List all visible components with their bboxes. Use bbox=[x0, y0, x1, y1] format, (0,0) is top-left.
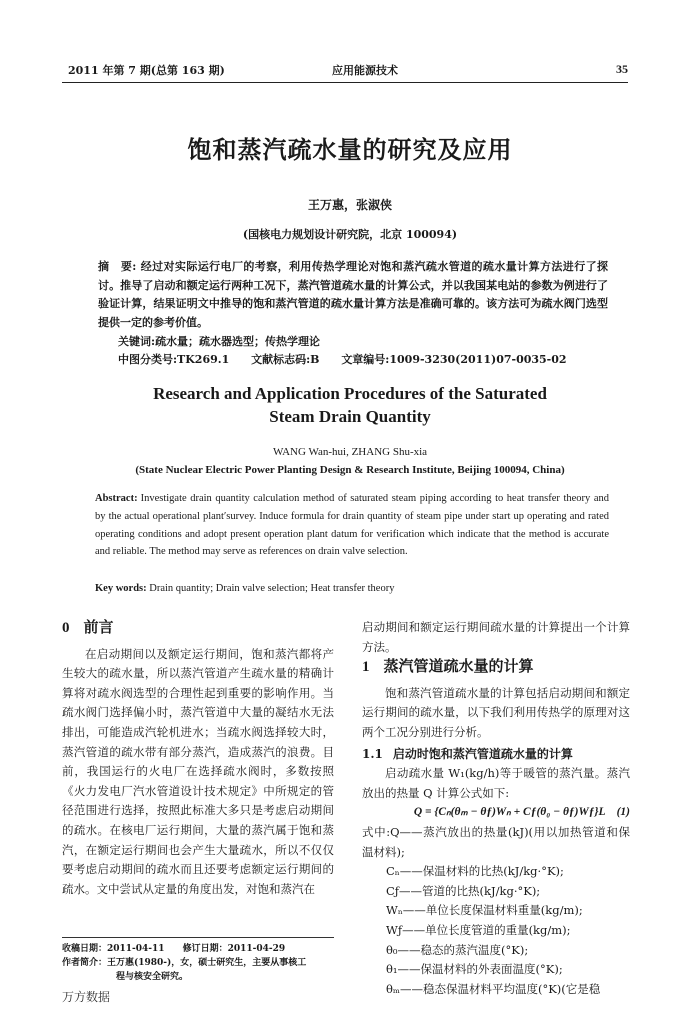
title-chinese: 饱和蒸汽疏水量的研究及应用 bbox=[187, 135, 513, 164]
watermark-text: 万方数据 bbox=[62, 990, 111, 1004]
variable-definitions bbox=[362, 823, 630, 999]
author-intro: 作者简介：王万惠(1980-)，女，硕士研究生，主要从事核工 bbox=[62, 958, 307, 968]
continued-paragraph: 启动期间和额定运行期间疏水量的计算提出一个计算方法。 bbox=[362, 620, 630, 654]
section-1-title: 蒸汽管道疏水量的计算 bbox=[383, 657, 534, 676]
keywords-chinese-text: 疏水量；疏水器选型；传热学理论 bbox=[155, 335, 321, 348]
abstract-english bbox=[95, 490, 609, 561]
running-header bbox=[62, 62, 628, 80]
affiliation-chinese: (国核电力规划设计研究院，北京 100094) bbox=[242, 228, 458, 241]
page-number: 35 bbox=[616, 62, 628, 76]
definition-item: Cₙ——保温材料的比热(kJ/kg·°K); bbox=[386, 864, 564, 879]
footnote-rule bbox=[62, 937, 334, 938]
affiliation-english: (State Nuclear Electric Power Planting Design & Research Institute, Beijing 100094, China) bbox=[135, 464, 565, 476]
section-1-heading bbox=[362, 657, 630, 678]
received-dates: 收稿日期：2011-04-11 修订日期：2011-04-29 bbox=[62, 944, 286, 954]
authors-chinese: 王万惠，张淑侠 bbox=[307, 198, 392, 212]
clc-number: 中图分类号:TK269.1 bbox=[118, 353, 230, 366]
title-english-line1: Research and Application Procedures of the Saturated bbox=[153, 384, 547, 403]
keywords-chinese bbox=[118, 333, 320, 349]
left-column bbox=[62, 618, 334, 899]
footnote bbox=[62, 942, 334, 984]
section-1-number: 1 bbox=[362, 659, 370, 676]
section-1-paragraph: 饱和蒸汽管道疏水量的计算包括启动期间和额定运行期间的疏水量，以下我们利用传热学的原理对这两个工况分别进行分析。 bbox=[362, 685, 630, 739]
right-column bbox=[362, 618, 630, 999]
keywords-english-text: Drain quantity; Drain valve selection; Heat transfer theory bbox=[149, 583, 395, 594]
definition-item: θ₀——稳态的蒸汽温度(°K); bbox=[386, 942, 529, 957]
subsection-1-1-title: 启动时饱和蒸汽管道疏水量的计算 bbox=[392, 746, 573, 761]
definition-item: Wₙ——单位长度保温材料重量(kg/m); bbox=[386, 903, 583, 918]
subsection-1-1-number: 1.1 bbox=[362, 746, 383, 761]
keywords-english bbox=[95, 583, 394, 594]
title-english bbox=[0, 382, 700, 428]
author-intro-continued: 程与核安全研究。 bbox=[116, 972, 189, 982]
definition-where: 式中:Q——蒸汽放出的热量(kJ)(用以加热管道和保温材料); bbox=[362, 824, 630, 859]
keywords-english-label: Key words: bbox=[95, 583, 147, 594]
section-0-heading bbox=[62, 618, 334, 639]
section-0-paragraph: 在启动期间以及额定运行期间，饱和蒸汽都将产生较大的疏水量，所以蒸汽管道产生疏水量的精确计算将对疏水阀选型的合理性起到重要的影响作用。当疏水阀门选择偏小时，蒸汽管道中大量的凝结水无法排出，可能造成汽轮机进水；当疏水阀选择较大时，蒸汽管道的疏水带有部分蒸汽，造成蒸汽的浪费。目前，我国运行的火电厂在选择疏水阀时，多数按照《火力发电厂汽水管道设计技术规定》中所规定的管径范围进行选择，按照此标准大多只是考虑启动期间的疏水。在核电厂运行期间，大量的蒸汽属于饱和蒸汽，在额定运行期间也会产生大量疏水，所以不仅仅要考虑启动期间的疏水而且还要考虑额定运行期间的疏水。文中尝试从定量的角度出发，对饱和蒸汽在 bbox=[62, 646, 334, 896]
definition-item: Wƒ——单位长度管道的重量(kg/m); bbox=[386, 922, 571, 937]
subsection-1-1-paragraph: 启动疏水量 W₁(kg/h)等于暖管的蒸汽量。蒸汽放出的热量 Q 计算公式如下: bbox=[362, 766, 630, 800]
section-0-number: 0 bbox=[62, 620, 70, 636]
abstract-english-label: Abstract: bbox=[95, 493, 138, 504]
subsection-1-1-heading bbox=[362, 745, 630, 765]
formula-1: Q = {Cₙ(θₘ − θƒ)Wₙ + Cƒ(θ₀ − θƒ)Wƒ}L (1) bbox=[413, 806, 630, 819]
abstract-chinese bbox=[98, 258, 608, 332]
issue-info: 2011 年第 7 期(总第 163 期) bbox=[68, 64, 225, 77]
document-code: 文献标志码:B bbox=[251, 353, 320, 366]
abstract-chinese-label: 摘 要: bbox=[98, 260, 137, 273]
journal-name: 应用能源技术 bbox=[332, 64, 398, 77]
article-number: 文章编号:1009-3230(2011)07-0035-02 bbox=[341, 353, 567, 366]
definition-item: θ₁——保温材料的外表面温度(°K); bbox=[386, 962, 563, 977]
keywords-chinese-label: 关键词: bbox=[118, 335, 156, 348]
abstract-english-text: Investigate drain quantity calculation method of saturated steam piping according to heat transfer theory and by the actual operational plant′survey. Induce formula for drain quantity of steam pipe under start up operating and rated operating conditions and adopt present operation plant datum for verification which indicate that the method is accurate and reliable. The method may serve as references on drain valve selection. bbox=[95, 493, 609, 558]
definition-item: Cƒ——管道的比热(kJ/kg·°K); bbox=[386, 883, 541, 898]
abstract-chinese-text: 经过对实际运行电厂的考察，利用传热学理论对饱和蒸汽疏水管道的疏水量计算方法进行了探讨。推导了启动和额定运行两种工况下，蒸汽管道疏水量的计算公式，并以我国某电站的参数为例进行了验证计算，结果证明文中推导的饱和蒸汽管道的疏水量计算方法是准确可靠的。该方法可为疏水阀门选型提供一定的参考价值。 bbox=[98, 260, 609, 329]
header-rule bbox=[62, 82, 628, 83]
classification-line bbox=[118, 351, 585, 367]
section-0-title: 前言 bbox=[83, 618, 114, 636]
definition-item: θₘ——稳态保温材料平均温度(°K)(它是稳 bbox=[386, 981, 601, 996]
title-english-line2: Steam Drain Quantity bbox=[269, 407, 431, 426]
authors-english: WANG Wan-hui, ZHANG Shu-xia bbox=[272, 446, 428, 458]
